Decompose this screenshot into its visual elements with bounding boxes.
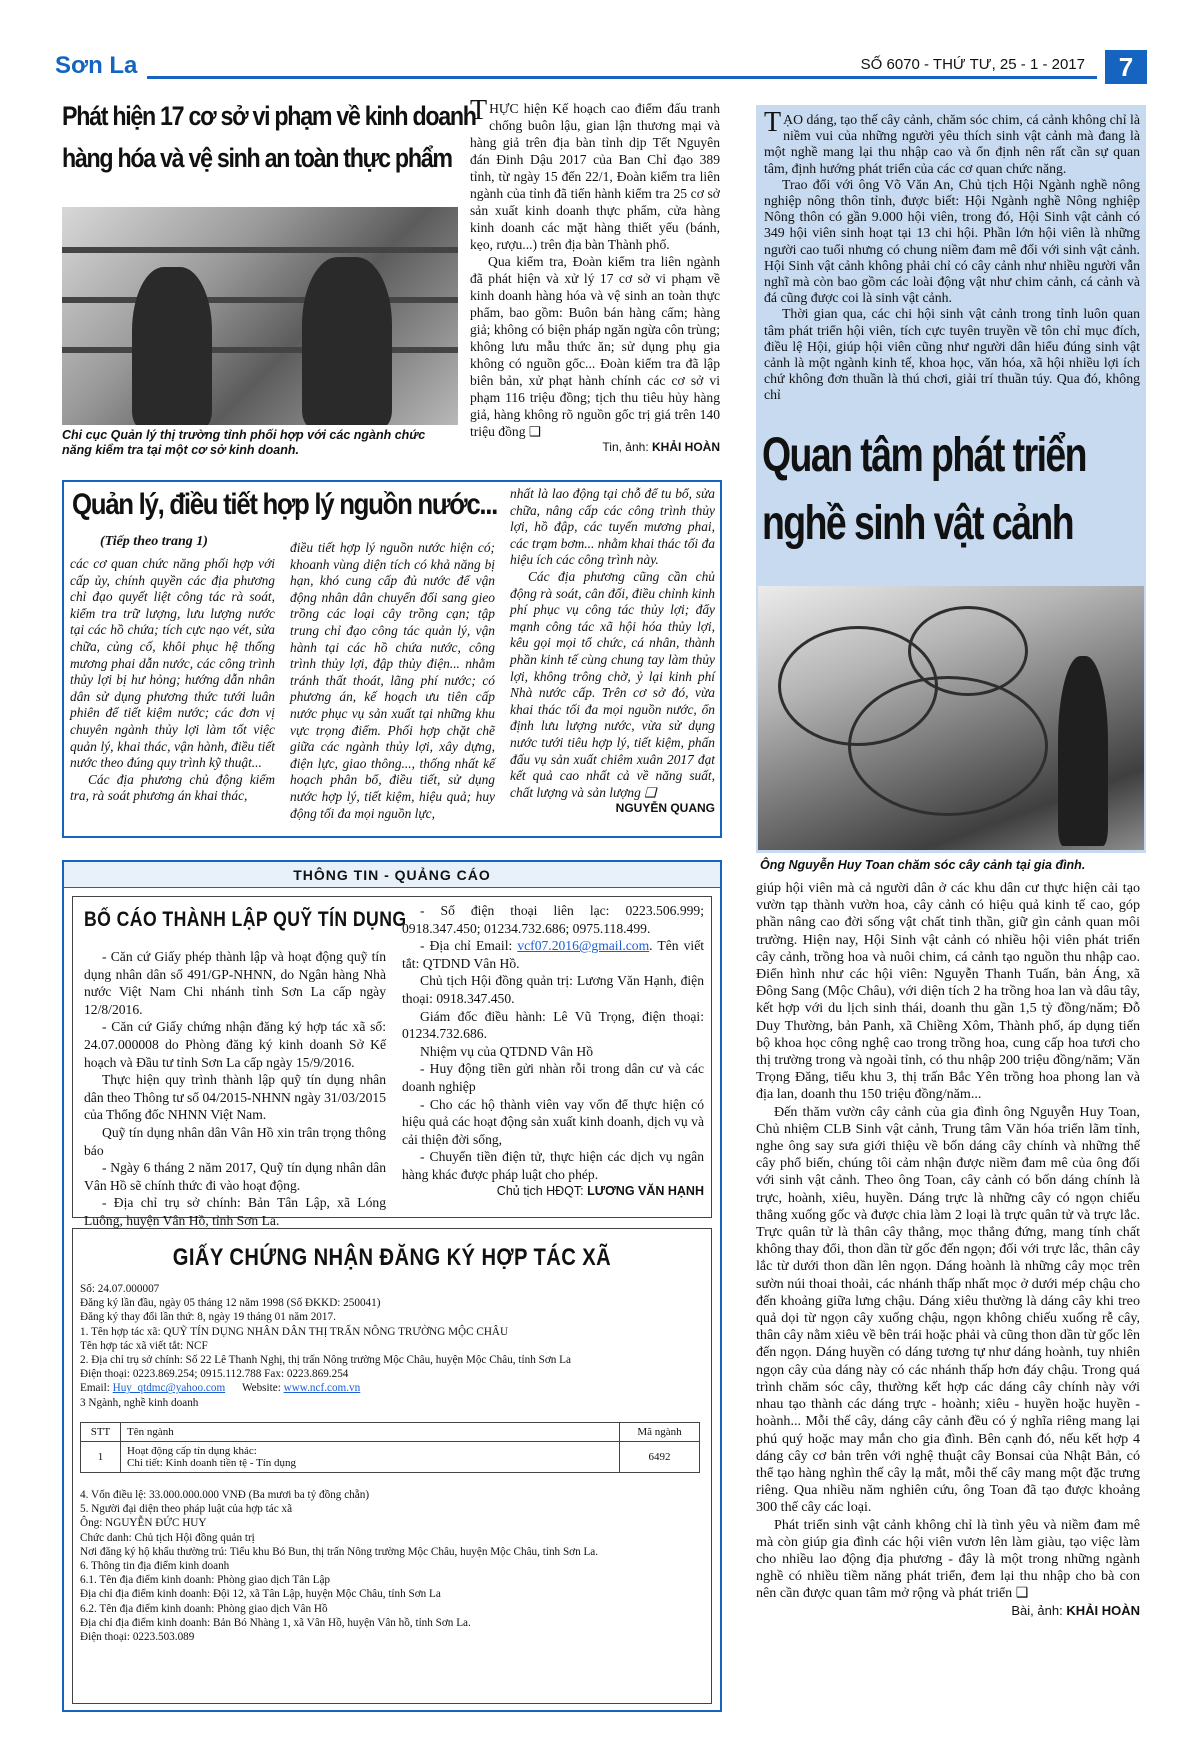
article3-intro (764, 107, 1140, 404)
article2-paragraph: điều tiết hợp lý nguồn nước hiện có; khoanh vùng diện tích có khả năng bị hạn, khó cung cấp đủ nước để vận động nhân dân chuyển đổi sang gieo trồng các loại cây trồng cạn; tập trung chỉ đạo công tác quản lý, vận hành tại các hồ chứa nước, công trình thủy lợi, đập thủy điện... nhằm tránh thất thoát, lãng phí nước; có phương án, kế hoạch ưu tiên cấp nước phục vụ sản xuất tại những khu vực trọng điểm. Phối hợp chặt chẽ giữa các ngành thủy lợi, xây dựng, điện lực, giao thông..., thống nhất kế hoạch phân bổ, điều tiết, sử dụng nước hợp lý, tiết kiệm, hiệu quả; huy động tối đa mọi nguồn lực, (290, 540, 495, 821)
ad1-line: - Ngày 6 tháng 2 năm 2017, Quỹ tín dụng nhân dân Vân Hồ sẽ chính thức đi vào hoạt động. (84, 1160, 386, 1193)
credit-label: Bài, ảnh: (1011, 1602, 1063, 1618)
ad2-line: Nơi đăng ký hộ khẩu thường trú: Tiểu khu Bó Bun, thị trấn Nông trường Mộc Châu, huyện Mộc Châu, tỉnh Sơn La. (80, 1545, 599, 1558)
ad2-line: 6.2. Tên địa điểm kinh doanh: Phòng giao dịch Vân Hồ (80, 1602, 328, 1615)
ad1-email-line (402, 937, 704, 972)
ad2-line: 2. Địa chỉ trụ sở chính: Số 22 Lê Thanh Nghị, thị trấn Nông trường Mộc Châu, huyện Mộc Châu, tỉnh Sơn La (80, 1354, 571, 1367)
ad2-line: Địa chỉ địa điểm kinh doanh: Đội 12, xã Tân Lập, huyện Mộc Châu, tỉnh Sơn La (80, 1588, 441, 1601)
article1-headline-line1: Phát hiện 17 cơ sở vi phạm về kinh doanh (62, 101, 476, 131)
ad1-line: - Cho các hộ thành viên vay vốn để thực hiện có hiệu quả các hoạt động sản xuất kinh doanh, dịch vụ và cải thiện đời sống, (402, 1096, 704, 1147)
email-link[interactable]: vcf07.2016@gmail.com (517, 938, 650, 954)
article3-headline-line1: Quan tâm phát triển (762, 429, 1086, 482)
article2-credit: NGUYỄN QUANG (615, 801, 715, 816)
ad2-line: 6.1. Tên địa điểm kinh doanh: Phòng giao dịch Tân Lập (80, 1574, 331, 1587)
ads-header: THÔNG TIN - QUẢNG CÁO (64, 862, 720, 888)
header-rule (147, 76, 1097, 79)
article1-body (470, 95, 720, 454)
table-row (81, 1442, 700, 1473)
table-cell: 1 (81, 1442, 121, 1473)
article2-paragraph: nhất là lao động tại chỗ để tu bổ, sửa chữa, nâng cấp các công trình thủy lợi, hồ đập, các tuyến mương phai, các trạm bơm... nhằm khai thác tối đa hiệu ích các công trình này. (510, 486, 715, 568)
table-header: Mã ngành (620, 1423, 700, 1442)
table-cell (121, 1442, 620, 1473)
gardener-figure (1058, 656, 1108, 846)
article1-headline (62, 95, 476, 179)
ad2-line: Đăng ký thay đổi lần thứ: 8, ngày 19 tháng 01 năm 2017. (80, 1311, 336, 1324)
page-header (55, 50, 1147, 86)
ad1-line: - Chuyển tiền điện tử, thực hiện các dịch vụ ngân hàng khác được pháp luật cho phép. (402, 1149, 704, 1182)
ad2-line: Địa chỉ địa điểm kinh doanh: Bản Bó Nhàng 1, xã Vân Hồ, huyện Vân hồ, tỉnh Sơn La. (80, 1616, 471, 1629)
ad2-line: Số: 24.07.000007 (80, 1283, 160, 1295)
activity-detail: Chi tiết: Kinh doanh tiền tệ - Tín dụng (127, 1457, 297, 1469)
ad2-line: 3 Ngành, nghề kinh doanh (80, 1396, 199, 1409)
ad2-details-cont (80, 1488, 710, 1644)
business-lines-table (80, 1422, 700, 1473)
ad2-line: 4. Vốn điều lệ: 33.000.000.000 VNĐ (Ba mươi ba tỷ đồng chẵn) (80, 1489, 370, 1501)
ad2-line: Điện thoại: 0223.869.254; 0915.112.788 Fax: 0223.869.254 (80, 1368, 349, 1381)
tree-branch (908, 606, 1028, 696)
table-header-row (81, 1423, 700, 1442)
inspector-figure (302, 257, 392, 425)
article3-headline-line2: nghề sinh vật cảnh (762, 497, 1074, 550)
article2-column3 (510, 486, 715, 815)
article2-headline: Quản lý, điều tiết hợp lý nguồn nước... (72, 488, 498, 521)
article1-photo (62, 207, 458, 425)
ad2-title (72, 1244, 712, 1272)
ad2-line: Điện thoại: 0223.503.089 (80, 1631, 195, 1644)
article1-headline-line2: hàng hóa và vệ sinh an toàn thực phẩm (62, 143, 452, 173)
article3-headline (762, 422, 1086, 558)
ad2-line: 6. Thông tin địa điểm kinh doanh (80, 1560, 230, 1573)
issue-info: SỐ 6070 - THỨ TƯ, 25 - 1 - 2017 (860, 56, 1085, 73)
credit-label: Tin, ảnh: (602, 440, 649, 454)
shelf (62, 297, 458, 303)
ad1-title: BỐ CÁO THÀNH LẬP QUỸ TÍN DỤNG (84, 908, 407, 931)
article3-credit (756, 1603, 1140, 1618)
ad2-details (80, 1282, 710, 1410)
ad1-line: - Huy động tiền gửi nhàn rỗi trong dân cư và các doanh nghiệp (402, 1061, 704, 1094)
email-label: - Địa chỉ Email: (420, 938, 513, 954)
article3-paragraph: Thời gian qua, các chi hội sinh vật cảnh trong tỉnh luôn quan tâm phát triển hội viên, tích cực tuyên truyền về tôn chỉ mục đích, điều lệ Hội, giúp hội viên cũng như người dân hiểu đúng sinh vật cảnh là một ngành kinh tế, khoa học, văn hóa, xã hội nhiều lợi ích chứ không đơn thuần là thú chơi, giải trí thuần túy. Qua đó, không chỉ (764, 306, 1140, 403)
article2-paragraph: các cơ quan chức năng phối hợp với cấp ủy, chính quyền các địa phương chỉ đạo quyết liệt công tác rà soát, kiểm tra trữ lượng, lưu lượng nước tại các hồ chứa; tích cực nạo vét, sửa chữa, củng cố, khôi phục hệ thống mương phai dẫn nước, các công trình thủy lợi bị hư hỏng; hướng dẫn nhân dân sử dụng phương thức tưới luân phiên để tiết kiệm nước; các đơn vị chuyên ngành thủy lợi làm tốt việc quản lý, khai thác, vận hành, điều tiết nước theo đúng quy trình kỹ thuật... (70, 556, 275, 771)
article1-caption: Chi cục Quản lý thị trường tỉnh phối hợp với các ngành chức năng kiểm tra tại một cơ sở kinh doanh. (62, 428, 426, 457)
article3-paragraph: Trao đổi với ông Võ Văn An, Chủ tịch Hội Ngành nghề nông nghiệp nông thôn tỉnh, được biết: Hội Ngành nghề Nông nghiệp Nông thôn có gần 9.000 hội viên, trong đó, Hội Sinh vật cảnh có 349 hội viên sinh hoạt tại 13 chi hội. Phần lớn hội viên là những người cao tuổi nhưng có chung niềm đam mê đối với sinh vật cảnh. Hội Sinh vật cảnh không phải chỉ có cây cảnh như nhiều người vẫn nghĩ mà còn bao gồm các loài động vật như chim cảnh, cá cảnh và đá cũng được coi là sinh vật cảnh. (764, 176, 1140, 306)
ad1-line: - Số điện thoại liên lạc: 0223.506.999; 0918.347.450; 01234.732.686; 0975.118.499. (402, 903, 704, 936)
activity-name: Hoạt động cấp tín dụng khác: (127, 1445, 257, 1457)
article3-paragraph: Đến thăm vườn cây cảnh của gia đình ông Nguyễn Huy Toan, Chủ nhiệm CLB Sinh vật cảnh, Trung tâm Văn hóa triển lãm tỉnh, nghe ông say sưa giới thiệu về bốn dáng cây chính và những thế cây phổ biến, chúng tôi cảm nhận được niềm đam mê của ông đối với sinh vật cảnh. Theo ông Toan, cây cảnh có bốn dáng chính là trực, hoành, xiêu, huyền. Dáng trực là những cây có ngọn chiếu thẳng xuống gốc và được chia làm 2 loại là trực quân tử và trực lắc. Trực quân tử là thân cây thẳng, mọc thẳng đứng, mang tính chất không thay đổi, thon dần từ gốc đến ngọn; đối với trực lắc, thân cây lắc từ dưới thon dần lên ngọn. Dáng hoành là những cây mọc trên sườn núi thoai thoải, các nhánh thấp nhất mọc ở dưới mép chậu cho đến khoảng giữa lưng chậu. Dáng xiêu thường là dáng cây khi treo quả dọi từ ngọn cây xuống chậu, ngọn không chiếu xuống rễ cây, thân cây nằm xiêu về bên trái hoặc phải và cũng thon dần từ gốc lên đến ngọn. Dáng huyền có dáng tương tự như dáng hoành, tuy nhiên ngọn cây của dáng này có các nhánh thấp hơn đáy chậu. Trong quá trình chăm sóc cây, thường kết hợp các dáng cây chính này với nhau tạo thành các dáng trực - hoành; xiêu - huyền hoặc huyền - hoành... Mỗi thế cây, dáng cây cảnh đều có ý nghĩa riêng mang lại phú quý hoặc may mắn cho gia đình. Bên cạnh đó, nếu kết hợp 4 dáng cây cơ bản trên với nghệ thuật cây Bonsai của Nhật Bản, có thể tạo hàng nghìn thế cây lạ mắt, mỗi thế cây mang một đặc trưng riêng. Qua nhiều năm nghiên cứu, ông Toan đã tạo được khoảng 300 thế cây các loại. (756, 1103, 1140, 1516)
ad2-line: Ông: NGUYỄN ĐỨC HUY (80, 1517, 207, 1530)
ad1-line: Thực hiện quy trình thành lập quỹ tín dụng nhân dân theo Thông tư số 04/2015-NHNN ngày 31/03/2015 của Thống đốc NHNN Việt Nam. (84, 1072, 387, 1123)
ad1-line: - Căn cứ Giấy phép thành lập và hoạt động quỹ tín dụng nhân dân số 491/GP-NHNN, do Ngân hàng Nhà nước Việt Nam Chi nhánh tỉnh Sơn La cấp ngày 12/8/2016. (84, 949, 386, 1017)
article3-paragraph: ẠO dáng, tạo thế cây cảnh, chăm sóc chim, cá cảnh không chỉ là niềm vui của những người yêu thích sinh vật cảnh mà đang là một nghề mang lại thu nhập cao và ổn định nên rất cần sự quan tâm, định hướng phát triển của các cơ quan chức năng. (764, 112, 1140, 176)
website-link[interactable]: www.ncf.com.vn (283, 1382, 361, 1395)
signature-label: Chủ tịch HĐQT: (496, 1183, 584, 1198)
ad1-line: - Địa chỉ trụ sở chính: Bản Tân Lập, xã Lóng Luông, huyện Vân Hồ, tỉnh Sơn La. (84, 1195, 386, 1228)
article3-caption: Ông Nguyễn Huy Toan chăm sóc cây cảnh tại gia đình. (760, 858, 1086, 872)
table-header: STT (81, 1423, 121, 1442)
article1-paragraph: Qua kiểm tra, Đoàn kiểm tra liên ngành đã phát hiện và xử lý 17 cơ sở vi phạm về kinh doanh hàng hóa và vệ sinh an toàn thực phẩm, bao gồm: Buôn bán hàng cấm; hàng giả; không có biện pháp ngăn ngừa côn trùng; không lưu mẫu thức ăn; sử dụng phụ gia không có nguồn gốc... Đoàn kiểm tra đã lập biên bản, xử phạt hành chính các cơ sở vi phạm 116 triệu đồng; tịch thu tiêu hủy hàng giả, hàng không rõ nguồn gốc trị giá trên 140 triệu đồng ❑ (470, 254, 720, 439)
article3-photo (758, 586, 1144, 850)
shelf (62, 347, 458, 353)
table-header: Tên ngành (121, 1423, 620, 1442)
article2-column2 (290, 540, 495, 822)
article3-paragraph: Phát triển sinh vật cảnh không chỉ là tình yêu và niềm đam mê mà còn giúp gia đình các hội viên vươn lên làm giàu, tạo việc làm cho nhiều lao động địa phương - đây là một trong những ngành nghề có nhiều tiềm năng phát triển, đem lại thu nhập cho bà con nên cần được quan tâm mở rộng và phát triển ❑ (756, 1516, 1140, 1602)
shelf (62, 247, 458, 253)
ad2-line: Chức danh: Chủ tịch Hội đồng quản trị (80, 1531, 255, 1544)
ad1-line: Giám đốc điều hành: Lê Vũ Trọng, điện thoại: 01234.732.686. (402, 1008, 704, 1042)
ad1-column-right (402, 902, 704, 1198)
article1-paragraph: HỰC hiện Kế hoạch cao điểm đấu tranh chống buôn lậu, gian lận thương mại và hàng giả trên địa bàn tỉnh dịp Tết Nguyên đán Đinh Dậu 2017 của Ban Chỉ đạo 389 tỉnh, từ ngày 15 đến 22/1, Đoàn kiểm tra liên ngành của tỉnh đã tiến hành kiểm tra 25 cơ sở sản xuất kinh doanh thực phẩm, cửa hàng kinh doanh các mặt hàng thiết yếu (bánh, kẹo, rượu...) trên địa bàn Thành phố. (470, 101, 720, 252)
article3-paragraph: giúp hội viên mà cả người dân ở các khu dân cư thực hiện cải tạo vườn tạp thành vườn hoa, cây cảnh có hiệu quả kinh tế cao, góp phần nâng cao đời sống vật chất tinh thần, giữ gìn cảnh quan môi trường. Hiện nay, Hội Sinh vật cảnh có nhiều hội viên phát triển cây cảnh, trồng hoa và nuôi chim, cá cảnh tạo nguồn thu nhập cao. Điển hình như các hội viên: Nguyễn Thanh Tuấn, bản Áng, xã Đông Sang (Mộc Châu), với diện tích 2 ha trồng hoa lan và dâu tây, kết hợp với du lịch sinh thái, doanh thu gần 1,5 tỷ đồng/năm; Đỗ Duy Thường, bản Panh, xã Chiềng Xôm, Thành phố, áp dụng tiến bộ khoa học công nghệ cao trong trồng hoa, cung cấp hoa tươi cho thị trường trong và ngoài tỉnh, có thu nhập 200 triệu đồng/năm; Văn Trọng Đăng, tiểu khu 3, thị trấn Bắc Yên trồng hoa phong lan và địa lan, doanh thu 150 triệu đồng/năm... (756, 880, 1140, 1103)
page-number: 7 (1105, 50, 1147, 84)
ad2-line: Đăng ký lần đầu, ngày 05 tháng 12 năm 1998 (Số ĐKKD: 250041) (80, 1297, 381, 1310)
article1-credit (470, 440, 720, 454)
article2-subtitle: (Tiếp theo trang 1) (100, 534, 208, 549)
article3-body (756, 880, 1140, 1618)
article2-column1 (70, 556, 275, 805)
ad2-line: 5. Người đại diện theo pháp luật của hợp tác xã (80, 1503, 293, 1516)
ad1-line: Nhiệm vụ của QTDND Vân Hồ (420, 1043, 594, 1059)
ad2-contact-line (80, 1381, 710, 1395)
email-link[interactable]: Huy_qtdmc@yahoo.com (112, 1382, 226, 1395)
ad2-line: 1. Tên hợp tác xã: QUỸ TÍN DỤNG NHÂN DÂN THỊ TRẤN NÔNG TRƯỜNG MỘC CHÂU (80, 1325, 509, 1338)
dropcap: T (470, 95, 488, 126)
ad2-title-text: GIẤY CHỨNG NHẬN ĐĂNG KÝ HỢP TÁC XÃ (172, 1244, 612, 1271)
ad1-line: Quỹ tín dụng nhân dân Vân Hồ xin trân trọng thông báo (84, 1124, 386, 1158)
ad1-column-left (84, 948, 386, 1230)
ad1-line: - Căn cứ Giấy chứng nhận đăng ký hợp tác xã số: 24.07.000008 do Phòng đăng ký kinh doanh Sở Kế hoạch và Đầu tư tỉnh Sơn La cấp ngày 15/9/2016. (84, 1019, 386, 1070)
signature-name: LƯƠNG VĂN HẠNH (587, 1183, 704, 1198)
website-label: Website: (241, 1382, 281, 1395)
credit-name: KHẢI HOÀN (1066, 1602, 1140, 1618)
table-cell: 6492 (620, 1442, 700, 1473)
article2-paragraph: Các địa phương chủ động kiểm tra, rà soát phương án khai thác, (70, 771, 275, 804)
dropcap: T (764, 107, 782, 138)
email-label: Email: (80, 1382, 110, 1395)
ad1-signature (402, 1184, 704, 1198)
inspector-figure (132, 267, 212, 425)
short-name: . Tên viết tắt: QTDND Vân Hồ. (402, 938, 705, 971)
ad2-line: Tên hợp tác xã viết tắt: NCF (80, 1339, 208, 1352)
credit-name: KHẢI HOÀN (652, 440, 720, 454)
tree-branch (848, 676, 1048, 816)
section-name: Sơn La (55, 52, 138, 79)
ad1-line: Chủ tịch Hội đồng quản trị: Lương Văn Hạnh, điện thoại: 0918.347.450. (402, 973, 704, 1006)
article2-paragraph: Các địa phương cũng cần chủ động rà soát, cân đối, điều chỉnh kinh phí phục vụ công tác thủy lợi; đẩy mạnh công tác xã hội hóa thủy lợi, kêu gọi mọi tổ chức, cá nhân, thành phần kinh tế cùng chung tay làm thủy lợi, không trông chờ, ỷ lại kinh phí Nhà nước cấp. Trên cơ sở đó, vừa khai thác tối đa mọi nguồn nước, ổn định lưu lượng nước, vừa sử dụng nước tưới tiêu hợp lý, tiết kiệm, phấn đấu vụ sản xuất chiêm xuân 2017 đạt kết quả cao nhất cả về năng suất, chất lượng và sản lượng ❑ (510, 568, 715, 800)
